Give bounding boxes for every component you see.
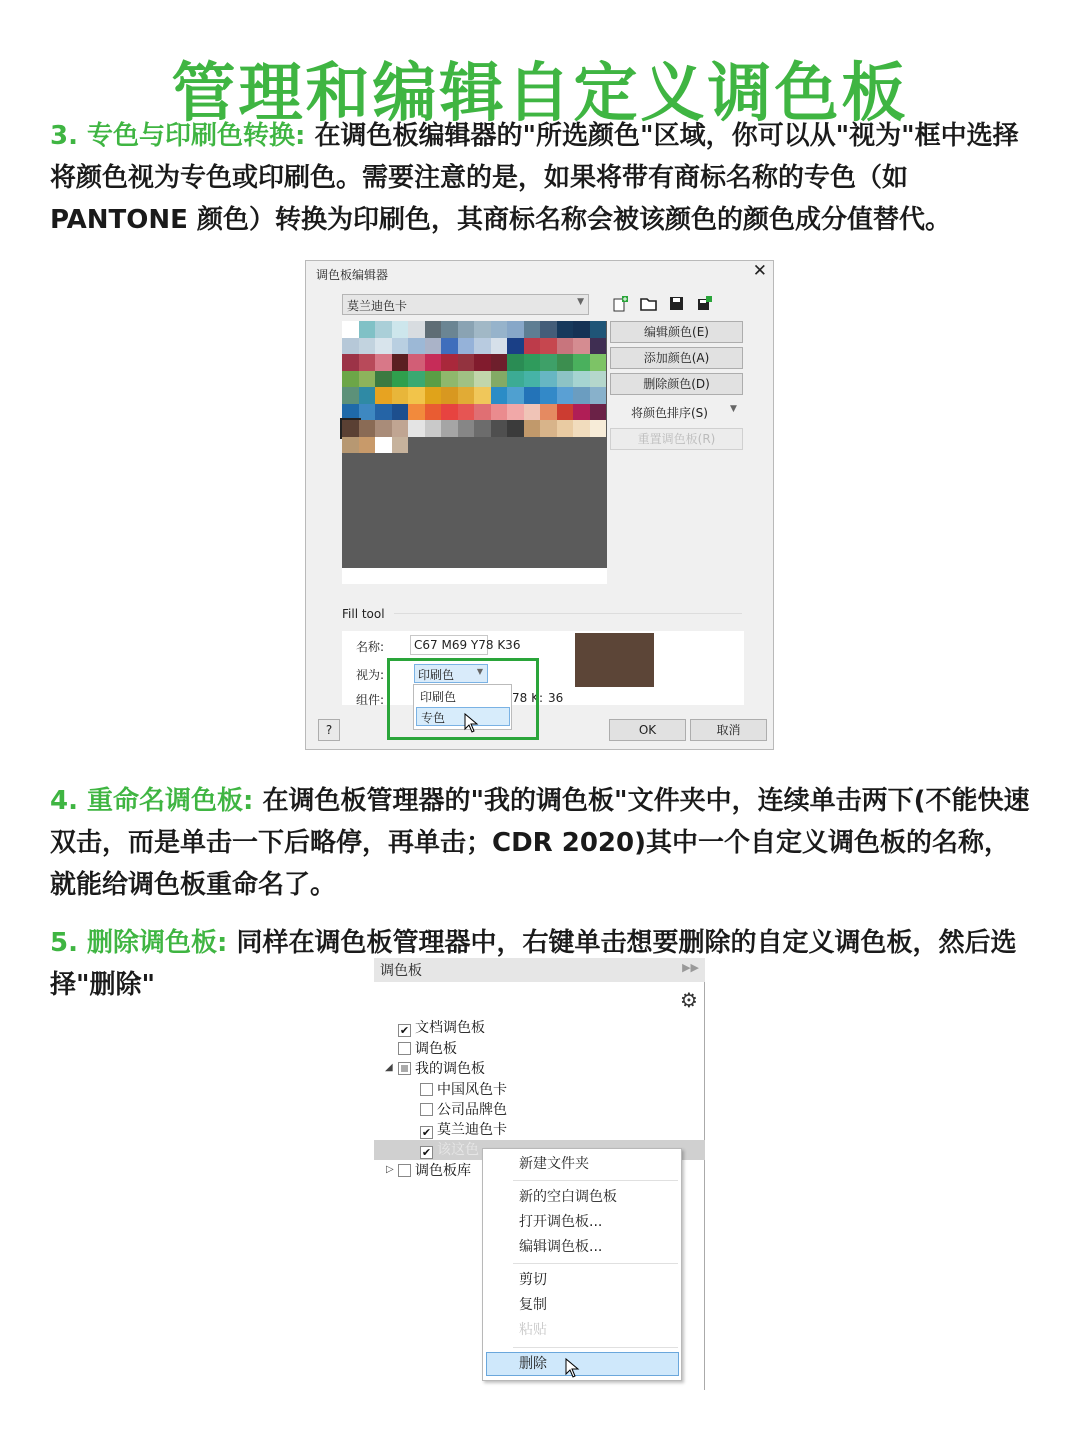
open-folder-icon[interactable] xyxy=(640,295,657,312)
help-button[interactable]: ? xyxy=(318,719,340,741)
color-swatch[interactable] xyxy=(359,387,376,404)
save-as-icon[interactable] xyxy=(696,295,713,312)
color-swatch[interactable] xyxy=(474,371,491,388)
color-swatch[interactable] xyxy=(557,338,574,355)
color-swatch[interactable] xyxy=(441,371,458,388)
color-swatch[interactable] xyxy=(408,404,425,421)
expand-triangle-icon[interactable]: ◢ xyxy=(385,1062,393,1073)
color-swatch[interactable] xyxy=(375,338,392,355)
color-swatch[interactable] xyxy=(524,387,541,404)
menu-separator xyxy=(513,1180,678,1181)
tree-item-label: 该这色 xyxy=(437,1142,479,1158)
color-swatch[interactable] xyxy=(507,354,524,371)
tree-item-palette-library[interactable] xyxy=(398,1161,471,1181)
delete-color-button[interactable]: 删除颜色(D) xyxy=(610,373,743,395)
color-swatch[interactable] xyxy=(573,420,590,437)
tree-item-label: 莫兰迪色卡 xyxy=(437,1122,507,1138)
palette-select-value: 莫兰迪色卡 xyxy=(347,299,408,313)
color-swatch[interactable] xyxy=(573,371,590,388)
color-swatch[interactable] xyxy=(359,437,376,454)
color-swatch[interactable] xyxy=(392,437,409,454)
color-swatch[interactable] xyxy=(491,387,508,404)
tree-item-document-palette[interactable] xyxy=(398,1018,485,1038)
checkbox[interactable]: ✔ xyxy=(421,1146,432,1159)
menu-separator xyxy=(513,1347,678,1348)
color-swatch[interactable] xyxy=(359,420,376,437)
color-swatch[interactable] xyxy=(392,371,409,388)
color-swatch[interactable] xyxy=(573,321,590,338)
color-swatch[interactable] xyxy=(524,338,541,355)
color-swatch[interactable] xyxy=(573,338,590,355)
menu-item-new-folder[interactable]: 新建文件夹 xyxy=(519,1156,589,1172)
color-swatch[interactable] xyxy=(375,321,392,338)
swatch-row xyxy=(342,371,607,388)
page-title: 管理和编辑自定义调色板 xyxy=(171,57,909,131)
color-swatch[interactable] xyxy=(458,338,475,355)
tree-item-label: 调色板 xyxy=(415,1041,457,1057)
section-4-text: 在调色板管理器的"我的调色板"文件夹中，连续单击两下(不能快速双击，而是单击一下后略停，再单击；CDR 2020)其中一个自定义调色板的名称，就能给调色板重命名了。 xyxy=(50,786,1030,900)
option-process-color[interactable]: 印刷色 xyxy=(420,690,457,704)
menu-item-copy[interactable]: 复制 xyxy=(519,1297,547,1313)
tree-item-label: 我的调色板 xyxy=(415,1061,485,1077)
tree-item-morandi[interactable] xyxy=(420,1120,507,1140)
color-swatch[interactable] xyxy=(507,371,524,388)
close-icon[interactable]: ✕ xyxy=(752,261,767,281)
color-swatch[interactable] xyxy=(458,354,475,371)
color-swatch[interactable] xyxy=(359,404,376,421)
color-swatch[interactable] xyxy=(342,420,359,437)
fill-tool-group-label: Fill tool xyxy=(342,607,385,621)
tree-item-chinese-style[interactable] xyxy=(420,1080,507,1100)
highlight-box xyxy=(387,658,539,740)
color-swatch[interactable] xyxy=(491,354,508,371)
save-icon[interactable] xyxy=(668,295,685,312)
cancel-button[interactable]: 取消 xyxy=(690,719,767,741)
components-value: 78 K: xyxy=(512,691,543,705)
color-swatch[interactable] xyxy=(524,371,541,388)
menu-highlight xyxy=(486,1352,679,1376)
checkbox[interactable] xyxy=(420,1083,433,1096)
panel-header xyxy=(374,958,705,982)
tree-item-label: 中国风色卡 xyxy=(437,1082,507,1098)
grid-scroll-area xyxy=(342,568,607,584)
color-swatch[interactable] xyxy=(540,354,557,371)
gear-icon[interactable]: ⚙ xyxy=(680,988,698,1012)
color-swatch[interactable] xyxy=(458,371,475,388)
tree-item-selected-palette[interactable] xyxy=(420,1140,479,1160)
color-swatch[interactable] xyxy=(375,437,392,454)
color-swatch[interactable] xyxy=(375,354,392,371)
color-swatch[interactable] xyxy=(507,404,524,421)
color-swatch[interactable] xyxy=(540,338,557,355)
color-swatch[interactable] xyxy=(342,437,359,454)
section-3-text: 在调色板编辑器的"所选颜色"区域，你可以从"视为"框中选择将颜色视为专色或印刷色。需要注意的是，如果将带有商标名称的专色（如PANTONE 颜色）转换为印刷色，其商标名称会被该颜色的颜色成分值替代。 xyxy=(50,121,1019,235)
tree-item-label: 公司品牌色 xyxy=(437,1102,507,1118)
edit-color-button[interactable]: 编辑颜色(E) xyxy=(610,321,743,343)
section-5-heading: 5. 删除调色板: xyxy=(50,928,228,958)
color-swatch[interactable] xyxy=(590,321,607,338)
tree-item-palette[interactable] xyxy=(398,1039,457,1059)
color-swatch[interactable] xyxy=(491,371,508,388)
color-swatch[interactable] xyxy=(408,371,425,388)
color-swatch[interactable] xyxy=(540,321,557,338)
color-swatch[interactable] xyxy=(408,321,425,338)
color-swatch[interactable] xyxy=(474,354,491,371)
color-swatch[interactable] xyxy=(392,387,409,404)
color-swatch[interactable] xyxy=(408,387,425,404)
section-4-paragraph xyxy=(50,780,1035,906)
color-swatch[interactable] xyxy=(392,420,409,437)
color-swatch[interactable] xyxy=(342,338,359,355)
color-swatch[interactable] xyxy=(375,387,392,404)
color-swatch[interactable] xyxy=(359,321,376,338)
color-swatch[interactable] xyxy=(458,321,475,338)
checkbox[interactable] xyxy=(398,1164,411,1177)
dialog-title: 调色板编辑器 xyxy=(316,268,389,282)
chevron-down-icon: ▼ xyxy=(577,297,584,307)
checkbox[interactable] xyxy=(420,1103,433,1116)
menu-item-cut[interactable]: 剪切 xyxy=(519,1272,547,1288)
menu-item-edit-palette[interactable]: 编辑调色板... xyxy=(519,1239,603,1255)
color-swatch[interactable] xyxy=(540,387,557,404)
color-swatch[interactable] xyxy=(590,404,607,421)
checkbox[interactable] xyxy=(398,1062,411,1075)
selected-color-preview xyxy=(575,633,654,687)
menu-item-paste: 粘贴 xyxy=(519,1322,547,1338)
new-palette-icon[interactable] xyxy=(612,295,629,312)
section-3-paragraph xyxy=(50,115,1035,241)
color-swatch[interactable] xyxy=(441,404,458,421)
color-swatch[interactable] xyxy=(507,387,524,404)
color-swatch[interactable] xyxy=(524,420,541,437)
swatch-row xyxy=(342,354,607,371)
color-swatch[interactable] xyxy=(573,354,590,371)
color-swatch[interactable] xyxy=(458,387,475,404)
swatch-row xyxy=(342,338,607,355)
color-swatch[interactable] xyxy=(573,387,590,404)
chevron-down-icon: ▼ xyxy=(476,667,483,676)
color-swatch[interactable] xyxy=(491,338,508,355)
color-swatch[interactable] xyxy=(392,354,409,371)
color-swatch[interactable] xyxy=(474,321,491,338)
color-swatch[interactable] xyxy=(524,404,541,421)
color-swatch[interactable] xyxy=(425,321,442,338)
color-swatch[interactable] xyxy=(359,371,376,388)
sort-dropdown-icon[interactable]: ▼ xyxy=(730,404,737,414)
view-as-label: 视为: xyxy=(356,668,385,682)
color-swatch[interactable] xyxy=(425,420,442,437)
swatch-row xyxy=(342,321,607,338)
swatch-row xyxy=(342,404,607,421)
color-swatch-grid[interactable] xyxy=(342,321,607,584)
color-swatch[interactable] xyxy=(524,354,541,371)
tree-item-brand-colors[interactable] xyxy=(420,1100,507,1120)
swatch-row xyxy=(342,387,607,404)
color-swatch[interactable] xyxy=(408,338,425,355)
color-swatch[interactable] xyxy=(507,321,524,338)
checkbox[interactable]: ✔ xyxy=(399,1024,410,1037)
menu-separator xyxy=(513,1263,678,1264)
color-swatch[interactable] xyxy=(590,387,607,404)
menu-item-new-blank-palette[interactable]: 新的空白调色板 xyxy=(519,1189,617,1205)
option-spot-color[interactable]: 专色 xyxy=(416,707,510,726)
color-swatch[interactable] xyxy=(392,404,409,421)
components-k-value: 36 xyxy=(548,691,564,705)
expand-triangle-icon[interactable]: ▷ xyxy=(386,1164,394,1175)
color-swatch[interactable] xyxy=(590,420,607,437)
color-swatch[interactable] xyxy=(557,321,574,338)
reset-palette-button: 重置调色板(R) xyxy=(610,428,743,450)
menu-item-open-palette[interactable]: 打开调色板... xyxy=(519,1214,603,1230)
color-swatch[interactable] xyxy=(425,387,442,404)
color-swatch[interactable] xyxy=(342,354,359,371)
color-swatch[interactable] xyxy=(474,420,491,437)
add-color-button[interactable]: 添加颜色(A) xyxy=(610,347,743,369)
color-swatch[interactable] xyxy=(474,404,491,421)
checkbox[interactable] xyxy=(398,1042,411,1055)
color-swatch[interactable] xyxy=(425,354,442,371)
name-label: 名称: xyxy=(356,640,385,654)
color-swatch[interactable] xyxy=(557,354,574,371)
color-swatch[interactable] xyxy=(342,404,359,421)
section-3-heading: 3. 专色与印刷色转换: xyxy=(50,121,306,151)
tree-item-my-palettes[interactable] xyxy=(398,1059,485,1079)
color-swatch[interactable] xyxy=(590,338,607,355)
color-swatch[interactable] xyxy=(458,420,475,437)
color-swatch[interactable] xyxy=(392,338,409,355)
color-swatch[interactable] xyxy=(540,420,557,437)
color-swatch[interactable] xyxy=(590,354,607,371)
color-swatch[interactable] xyxy=(441,420,458,437)
palette-select[interactable] xyxy=(342,294,589,315)
color-swatch[interactable] xyxy=(375,371,392,388)
color-swatch[interactable] xyxy=(507,420,524,437)
color-swatch[interactable] xyxy=(342,371,359,388)
color-swatch[interactable] xyxy=(524,321,541,338)
color-swatch[interactable] xyxy=(474,338,491,355)
color-swatch[interactable] xyxy=(540,371,557,388)
color-swatch[interactable] xyxy=(342,387,359,404)
color-swatch[interactable] xyxy=(441,354,458,371)
color-swatch[interactable] xyxy=(491,321,508,338)
color-swatch[interactable] xyxy=(441,387,458,404)
group-divider xyxy=(394,613,742,614)
section-5-text: 同样在调色板管理器中，右键单击想要删除的自定义调色板，然后选择"删除" xyxy=(50,928,1017,1000)
collapse-icon[interactable]: ▶▶ xyxy=(682,961,699,974)
color-swatch[interactable] xyxy=(408,354,425,371)
swatch-row xyxy=(342,437,607,454)
color-swatch[interactable] xyxy=(507,338,524,355)
panel-title: 调色板 xyxy=(380,963,422,979)
color-swatch[interactable] xyxy=(491,420,508,437)
color-swatch[interactable] xyxy=(557,420,574,437)
color-swatch[interactable] xyxy=(573,404,590,421)
palette-editor-dialog xyxy=(305,260,774,750)
tree-item-label: 文档调色板 xyxy=(415,1020,485,1036)
ok-button[interactable]: OK xyxy=(609,719,686,741)
color-swatch[interactable] xyxy=(425,338,442,355)
color-name-field[interactable]: C67 M69 Y78 K36 xyxy=(410,635,488,655)
swatch-row xyxy=(342,420,607,437)
color-swatch[interactable] xyxy=(557,387,574,404)
view-as-value: 印刷色 xyxy=(418,668,455,682)
color-swatch[interactable] xyxy=(408,420,425,437)
context-menu xyxy=(482,1148,682,1381)
components-label: 组件: xyxy=(356,693,385,707)
color-swatch[interactable] xyxy=(441,321,458,338)
color-swatch[interactable] xyxy=(425,371,442,388)
color-swatch[interactable] xyxy=(557,371,574,388)
sort-colors-button[interactable]: 将颜色排序(S) xyxy=(631,406,708,420)
mouse-cursor-icon xyxy=(565,1358,579,1378)
color-swatch[interactable] xyxy=(375,404,392,421)
color-swatch[interactable] xyxy=(359,338,376,355)
color-swatch[interactable] xyxy=(458,404,475,421)
menu-item-delete[interactable]: 删除 xyxy=(519,1356,547,1372)
color-swatch[interactable] xyxy=(375,420,392,437)
checkbox[interactable]: ✔ xyxy=(421,1126,432,1139)
color-swatch[interactable] xyxy=(425,404,442,421)
color-swatch[interactable] xyxy=(392,321,409,338)
section-4-heading: 4. 重命名调色板: xyxy=(50,786,254,816)
color-swatch[interactable] xyxy=(359,354,376,371)
color-swatch[interactable] xyxy=(342,321,359,338)
color-swatch[interactable] xyxy=(441,338,458,355)
color-swatch[interactable] xyxy=(557,404,574,421)
color-swatch[interactable] xyxy=(474,387,491,404)
color-swatch[interactable] xyxy=(540,404,557,421)
color-swatch[interactable] xyxy=(590,371,607,388)
color-swatch[interactable] xyxy=(491,404,508,421)
tree-item-label: 调色板库 xyxy=(415,1163,471,1179)
